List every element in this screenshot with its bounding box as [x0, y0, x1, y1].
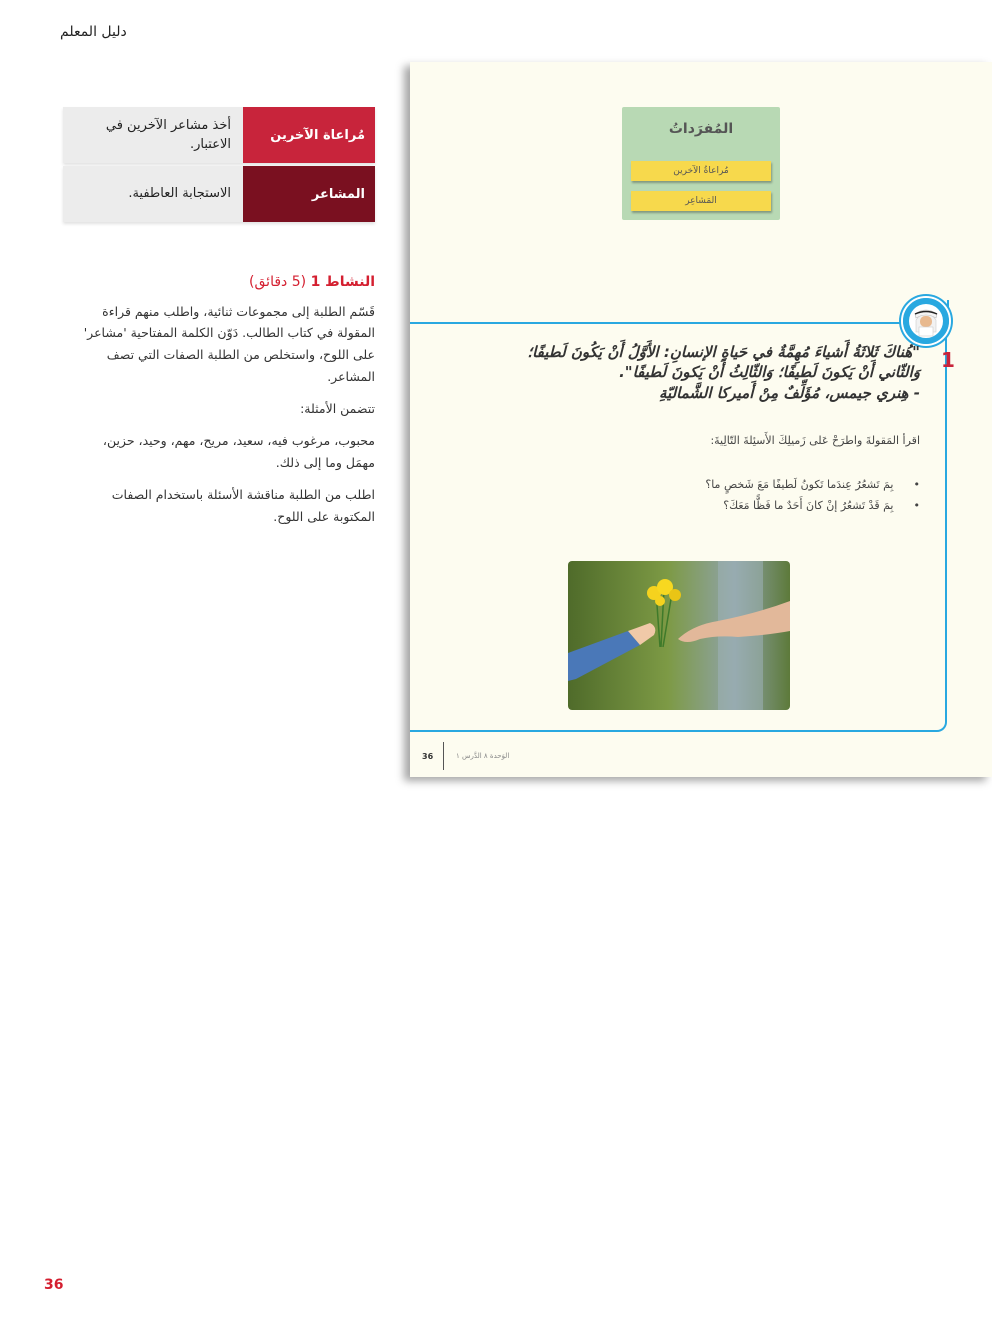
vocab-definition: أخذ مشاعر الآخرين في الاعتبار.: [63, 107, 243, 163]
footer-divider: [443, 742, 444, 770]
vocab-row: [63, 166, 375, 222]
vocab-row: [63, 107, 375, 163]
quote-line: "هُناكَ ثَلاثَةُ أَشياءَ مُهِمَّةٌ في حَياةِ الإنسانِ: الأَوَّلُ أَنْ يَكُونَ لَطيفًا؛: [527, 343, 920, 361]
activity-instructions: [70, 270, 375, 537]
book-page-number: 36: [422, 752, 434, 761]
question-item: • بِمَ قَدْ تَشعُرُ إنْ كانَ أَحَدٌ ما فَظًّا مَعَكَ؟: [500, 499, 920, 512]
instruction-text: اقرأ المَقولةَ واطرَحْ عَلى زَميلِكَ الأَسئِلةَ التّالِيةَ:: [710, 434, 920, 447]
student-book-page: [410, 62, 992, 777]
vocab-definition: الاستجابة العاطفية.: [63, 166, 243, 222]
activity-number: 1: [941, 348, 955, 372]
vocab-term: المشاعر: [243, 166, 375, 222]
vocabulary-box: [622, 107, 780, 220]
guide-header-title: دليل المعلم: [60, 24, 127, 40]
quote-line: وَالثّاني أَنْ يَكونَ لَطيفًا؛ وَالثّالِثُ أَنْ يَكونَ لَطيفًا".: [619, 363, 920, 382]
activity-paragraph: قَسّم الطلبة إلى مجموعات ثنائية، واطلب منهم قراءة المقولة في كتاب الطالب. دَوّن الكلمة المفتاحية 'مشاعر' على اللوح، واستخلص من الطلبة الصفات التي تصف المشاعر.: [83, 303, 375, 385]
page-number: 36: [44, 1277, 64, 1293]
vocabulary-table: [63, 107, 375, 225]
activity-title-label: النشاط 1: [310, 274, 375, 290]
book-footer-text: الوَحدة ٨ الدَّرس ١: [456, 752, 510, 760]
question-item: • بِمَ تَشعُرُ عِندَما تَكونُ لَطيفًا مَعَ شَخصٍ ما؟: [500, 478, 920, 491]
teacher-avatar-icon: [901, 296, 951, 346]
vocab-chip: المَشاعِر: [631, 191, 771, 211]
activity-paragraph: تتضمن الأمثلة:: [300, 401, 375, 416]
activity-duration: (5 دقائق): [249, 274, 307, 290]
vocabulary-box-title: المُفرَداتُ: [668, 121, 734, 137]
flower-handover-photo: [568, 561, 790, 710]
activity-paragraph: اطلب من الطلبة مناقشة الأسئلة باستخدام الصفات المكتوبة على اللوح.: [111, 486, 375, 524]
vocab-chip: مُراعاةُ الآخرين: [631, 161, 771, 181]
question-list: [500, 478, 920, 520]
quote-author: - هِنري جيمس، مُؤَلِّفٌ مِنْ أَميركا الشَّماليّةِ: [659, 383, 920, 402]
quote: [480, 342, 920, 403]
activity-title: [70, 270, 375, 295]
activity-paragraph: محبوب، مرغوب فيه، سعيد، مريح، مهم، وحيد، حزين، مهمَل وما إلى ذلك.: [102, 432, 375, 470]
vocab-term: مُراعاة الآخرين: [243, 107, 375, 163]
